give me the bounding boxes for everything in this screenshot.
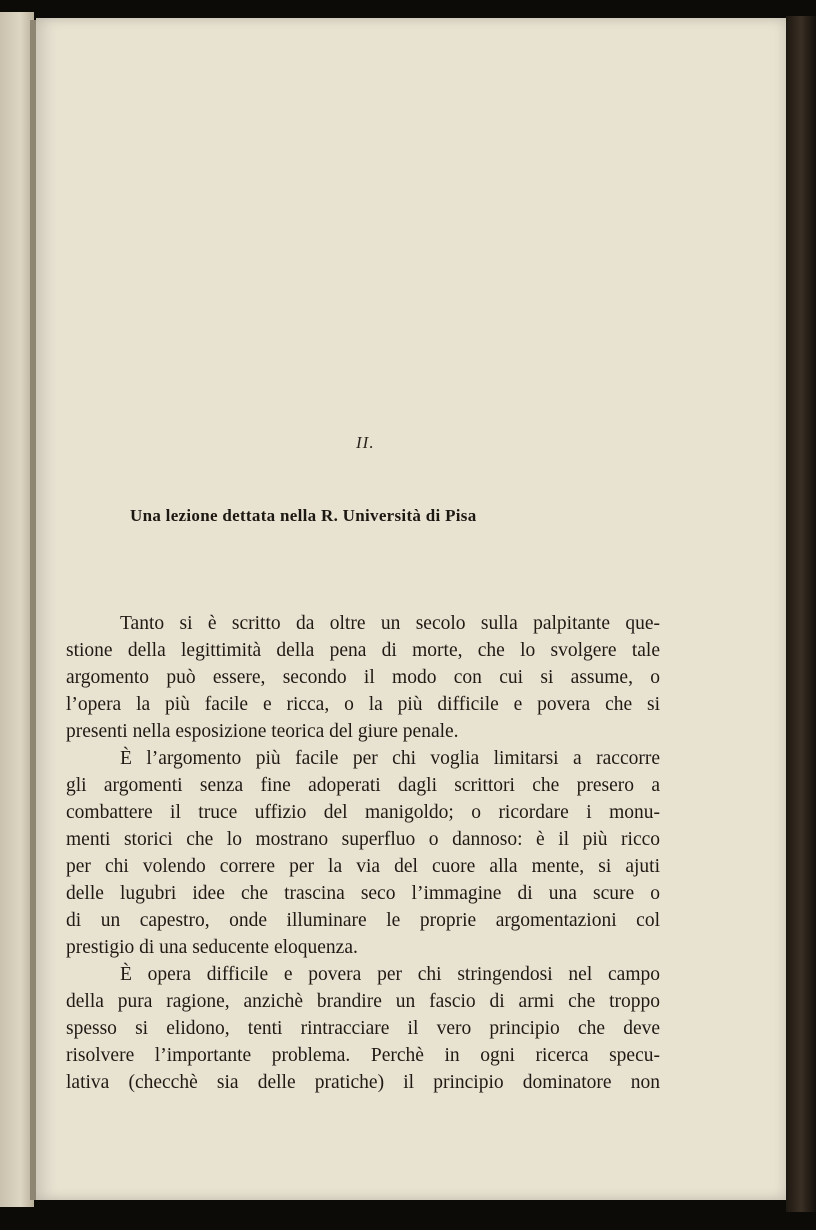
paragraph (66, 961, 660, 1096)
section-title: Una lezione dettata nella R. Università di Pisa (130, 506, 477, 525)
text-line: combattere il truce uffizio del manigoldo; o ricordare i monu- (66, 802, 660, 823)
text-line: stione della legittimità della pena di morte, che lo svolgere tale (66, 640, 660, 661)
section-number: II. (356, 433, 375, 452)
text-line: lativa (checchè sia delle pratiche) il principio dominatore non (66, 1072, 660, 1093)
body-text (66, 610, 660, 1096)
text-line: della pura ragione, anzichè brandire un fascio di armi che troppo (66, 991, 660, 1012)
text-line: risolvere l’importante problema. Perchè in ogni ricerca specu- (66, 1045, 660, 1066)
text-line: argomento può essere, secondo il modo con cui si assume, o (66, 667, 660, 688)
text-line: gli argomenti senza fine adoperati dagli scrittori che presero a (66, 775, 660, 796)
right-book-edge (786, 16, 816, 1212)
text-line: menti storici che lo mostrano superfluo o dannoso: è il più ricco (66, 829, 660, 850)
text-line: l’opera la più facile e ricca, o la più difficile e povera che si (66, 694, 660, 715)
left-page-edge (0, 12, 34, 1207)
paragraph (66, 745, 660, 961)
text-line: presenti nella esposizione teorica del giure penale. (66, 721, 459, 742)
text-line: Tanto si è scritto da oltre un secolo sulla palpitante que- (120, 613, 660, 634)
text-line: È l’argomento più facile per chi voglia limitarsi a raccorre (120, 748, 660, 769)
text-line: prestigio di una seducente eloquenza. (66, 937, 358, 958)
text-line: di un capestro, onde illuminare le proprie argomentazioni col (66, 910, 660, 931)
text-line: spesso si elidono, tenti rintracciare il vero principio che deve (66, 1018, 660, 1039)
text-line: per chi volendo correre per la via del cuore alla mente, si ajuti (66, 856, 660, 877)
paragraph (66, 610, 660, 745)
text-line: È opera difficile e povera per chi stringendosi nel campo (120, 964, 660, 985)
text-line: delle lugubri idee che trascina seco l’immagine di una scure o (66, 883, 660, 904)
